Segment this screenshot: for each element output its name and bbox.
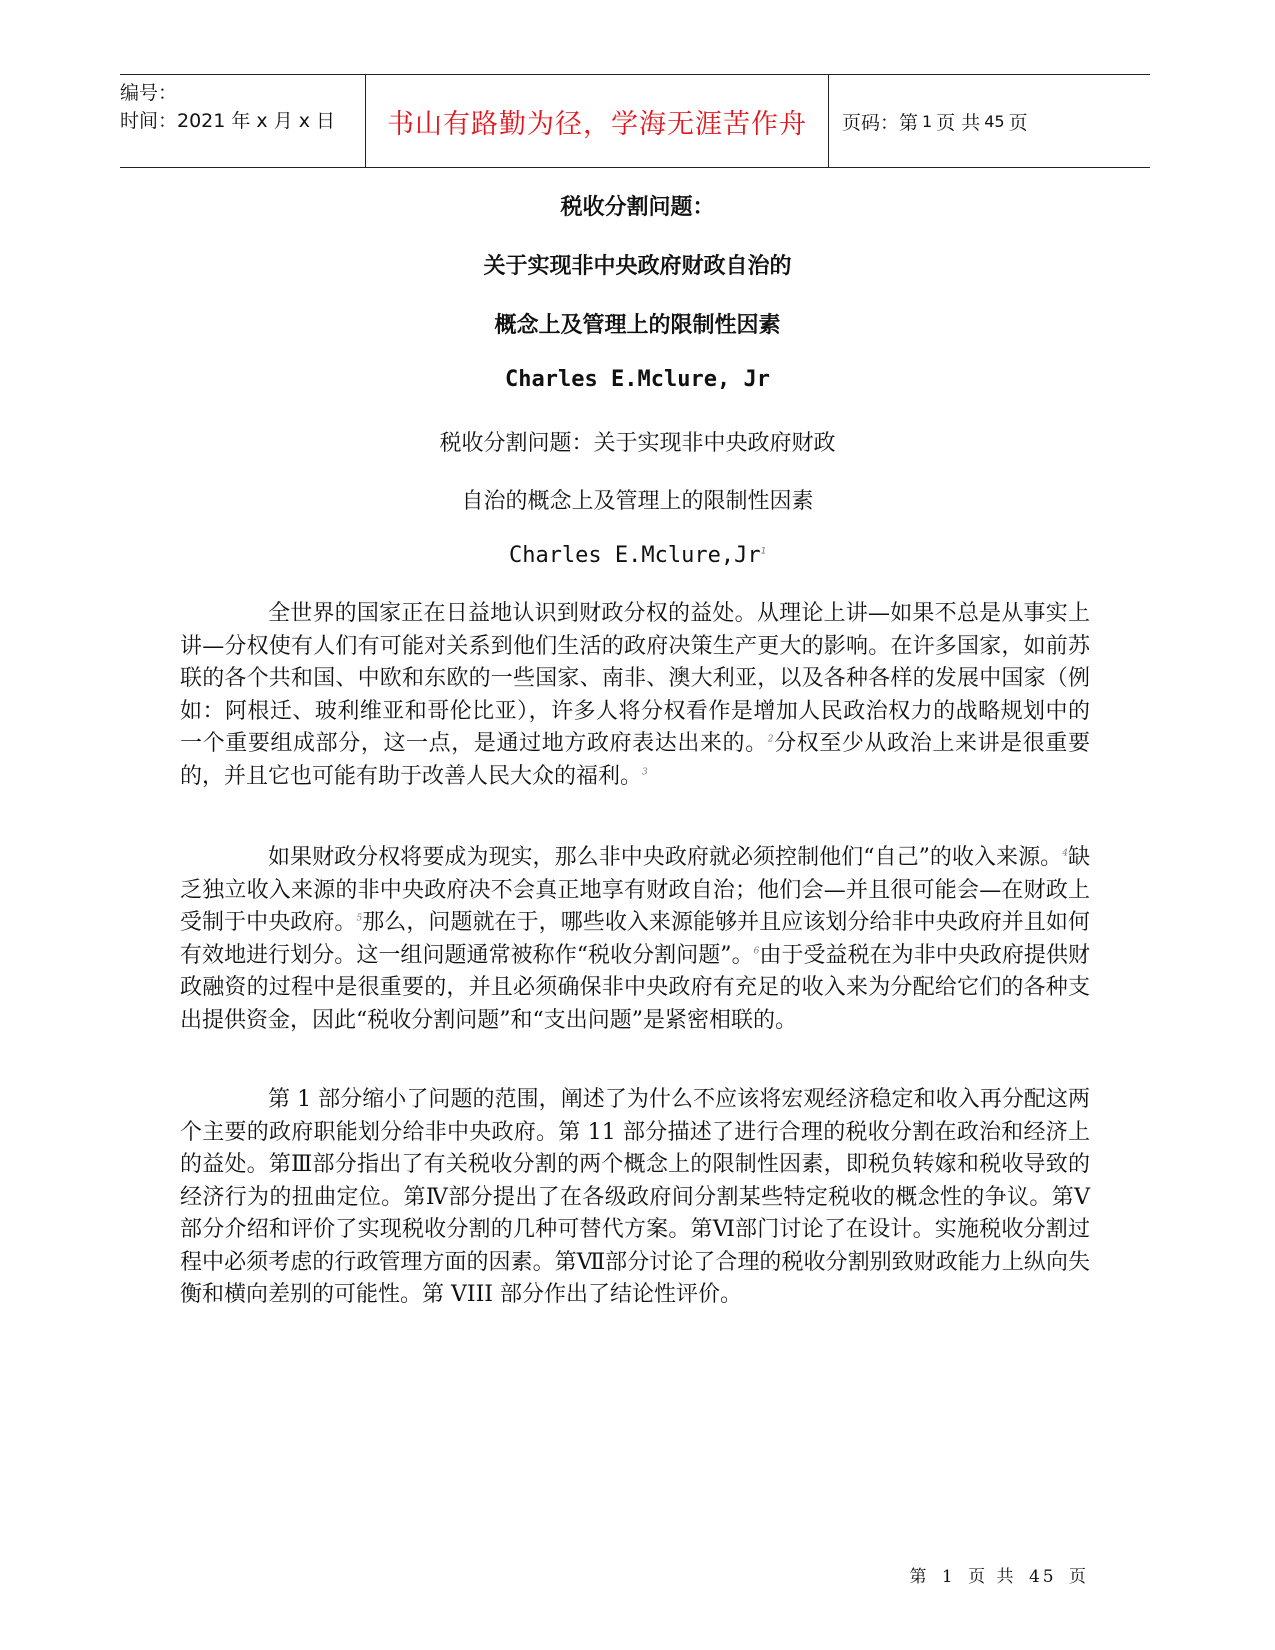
paragraph-1-text-b: 分权至少从政治上来讲是很重要的，并且它也可能有助于改善人民大众的福利。 xyxy=(180,731,1090,789)
title-line-1: 税收分割问题： xyxy=(560,194,715,220)
footer-suffix: 页 xyxy=(1069,1567,1089,1587)
paragraph-2-text-c: 那么，问题就在于，哪些收入来源能够并且应该划分给非中央政府并且如何有效地进行划分。这一组问题通常被称作“税收分割问题”。 xyxy=(180,910,1090,968)
header-motto: 书山有路勤为径，学海无涯苦作舟 xyxy=(387,108,807,140)
footer-prefix: 第 xyxy=(909,1567,930,1587)
footer-page-total: 45 xyxy=(1028,1567,1057,1587)
paragraph-2-text-a: 如果财政分权将要成为现实，那么非中央政府就必须控制他们“自己”的收入来源。 xyxy=(268,845,1063,870)
footnote-marker: 3 xyxy=(642,767,648,778)
header-page-mid: 页 共 xyxy=(936,111,981,134)
paragraph-2-text-d: 由于受益税在为非中央政府提供财政融资的过程中是很重要的，并且必须确保非中央政府有充足的收入来为分配给它们的各种支出提供资金，因此“税收分割问题”和“支出问题”是紧密相联的。 xyxy=(180,942,1090,1033)
page-footer xyxy=(910,1562,1090,1587)
header-page-total: 45 xyxy=(984,111,1005,131)
title-line-3: 概念上及管理上的限制性因素 xyxy=(494,312,781,338)
header-left-cell xyxy=(120,75,382,171)
paragraph-2-text-b: 缺乏独立收入来源的非中央政府决不会真正地享有财政自治；他们会—并且很可能会—在财政上受制于中央政府。 xyxy=(180,845,1090,935)
subtitle-line-2: 自治的概念上及管理上的限制性因素 xyxy=(461,489,814,514)
title-line-2: 关于实现非中央政府财政自治的 xyxy=(483,253,792,279)
title-author: Charles E.Mclure, Jr xyxy=(505,367,770,392)
header-divider-right xyxy=(828,75,829,167)
paragraph-1 xyxy=(180,598,1090,793)
header-page-current: 1 xyxy=(922,111,933,131)
subtitle-author-name: Charles E.Mclure,Jr xyxy=(508,543,761,568)
footer-mid: 页 共 xyxy=(968,1567,1017,1587)
page-header xyxy=(120,74,1150,168)
footnote-marker: 1 xyxy=(760,546,767,557)
header-page-prefix: 页码：第 xyxy=(842,111,919,134)
paragraph-2 xyxy=(180,842,1090,1037)
header-page-info xyxy=(830,75,1150,167)
footnote-marker: 2 xyxy=(767,734,774,745)
subtitle-author xyxy=(0,543,1275,568)
time-label: 时间：2021 年 x 月 x 日 xyxy=(120,110,336,132)
paragraph-3: 第 1 部分缩小了问题的范围，阐述了为什么不应该将宏观经济稳定和收入再分配这两个主要的政府职能划分给非中央政府。第 11 部分描述了进行合理的税收分割在政治和经济上的益处。第Ⅲ部分指出了有关税收分割的两个概念上的限制性因素，即税负转嫁和税收导致的经济行为的扭曲定位。第Ⅳ部分提出了在各级政府间分割某些特定税收的概念性的争议。第Ⅴ部分介绍和评价了实现税收分割的几种可替代方案。第Ⅵ部门讨论了在设计。实施税收分割过程中必须考虑的行政管理方面的因素。第Ⅶ部分讨论了合理的税收分割别致财政能力上纵向失衡和横向差别的可能性。第 VIII 部分作出了结论性评价。 xyxy=(180,1087,1090,1307)
serial-label: 编号： xyxy=(120,82,178,104)
footnote-marker: 6 xyxy=(753,946,760,957)
footnote-marker: 5 xyxy=(356,913,363,924)
footnote-marker: 4 xyxy=(1062,848,1068,859)
footer-page-current: 1 xyxy=(941,1567,956,1587)
subtitle-line-1: 税收分割问题：关于实现非中央政府财政 xyxy=(439,431,836,456)
paragraph-1-text-a: 全世界的国家正在日益地认识到财政分权的益处。从理论上讲—如果不总是从事实上讲—分权使有人们有可能对关系到他们生活的政府决策生产更大的影响。在许多国家，如前苏联的各个共和国、中欧和东欧的一些国家、南非、澳大利亚，以及各种各样的发展中国家（例如：阿根迁、玻利维亚和哥伦比亚），许多人将分权看作是增加人民政治权力的战略规划中的一个重要组成部分，这一点，是通过地方政府表达出来的。 xyxy=(180,601,1090,756)
header-page-suffix: 页 xyxy=(1008,111,1028,134)
